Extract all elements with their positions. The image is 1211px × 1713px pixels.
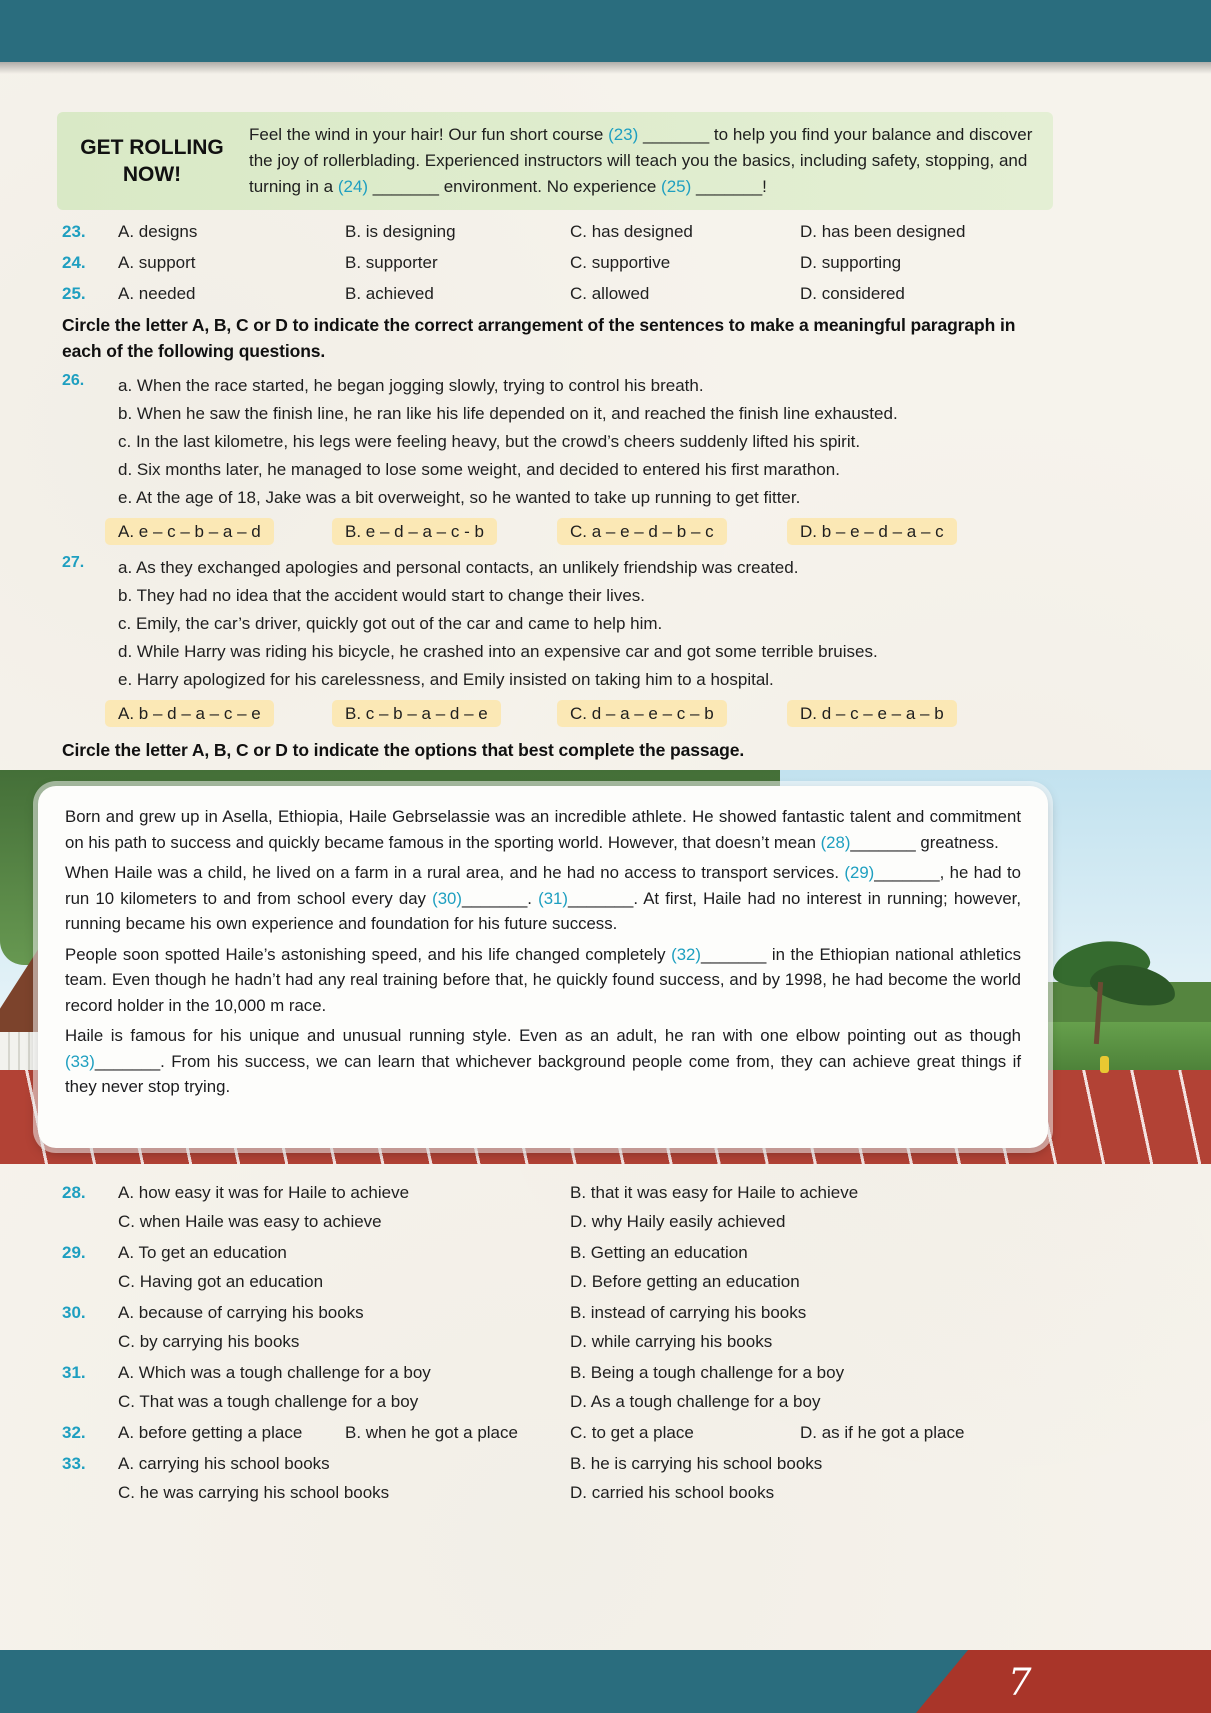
sentence: d. Six months later, he managed to lose some weight, and decided to entered his first marathon. [118,460,840,479]
arrange-list [62,372,1154,736]
sentence: a. As they exchanged apologies and personal contacts, an unlikely friendship was created. [118,558,799,577]
passage-question [62,1418,1154,1447]
answer-option[interactable]: D. b – e – d – a – c [787,518,957,545]
question-number: 27. [62,554,85,571]
blank-number: (23) [608,125,639,144]
question-number: 28. [62,1183,86,1202]
answer-option[interactable]: D. while carrying his books [570,1332,773,1351]
sentence: c. Emily, the car’s driver, quickly got out of the car and came to help him. [118,614,663,633]
question-number: 32. [62,1423,86,1442]
sentence-list [118,554,1154,694]
answer-option[interactable]: C. a – e – d – b – c [557,518,727,545]
instruction-arrange: Circle the letter A, B, C or D to indicate the correct arrangement of the sentences to make a meaningful paragraph in each of the following questions. [62,315,1016,361]
passage-question-row [62,1178,1154,1207]
passage-question-row [62,1327,1154,1356]
question-number [62,1478,118,1507]
answer-option[interactable]: B. Being a tough challenge for a boy [570,1363,845,1382]
sentence: b. When he saw the finish line, he ran like his life depended on it, and reached the finish line exhausted. [118,404,898,423]
passage-paragraph: Haile is famous for his unique and unusual running style. Even as an adult, he ran with one elbow pointing out as though (33)_______. From his success, we can learn that whichever background people come from, they can achieve great things if they never stop trying. [65,1026,1021,1096]
answer-option[interactable]: D. Before getting an education [570,1272,800,1291]
answer-option[interactable]: D. considered [800,284,905,303]
page-number-tab [916,1650,1211,1713]
answer-option[interactable]: C. d – a – e – c – b [557,700,727,727]
answer-option[interactable]: B. e – d – a – c - b [332,518,497,545]
answer-option[interactable]: C. he was carrying his school books [118,1483,390,1502]
question-number: 26. [62,372,85,389]
answer-option[interactable]: B. he is carrying his school books [570,1454,823,1473]
blank-number: (33) [65,1051,95,1071]
question-number: 31. [62,1363,86,1382]
passage-question-row [62,1449,1154,1478]
passage-question [62,1238,1154,1296]
answer-option[interactable]: A. carrying his school books [118,1454,330,1473]
answer-option[interactable]: C. Having got an education [118,1272,324,1291]
passage-question-row [62,1358,1154,1387]
arrange-options-row [62,517,1154,546]
answer-option[interactable]: A. before getting a place [118,1423,303,1442]
top-bar [0,0,1211,62]
answer-option[interactable]: A. b – d – a – c – e [105,700,274,727]
answer-option[interactable]: A. Which was a tough challenge for a boy [118,1363,431,1382]
blank-number: (25) [661,177,692,196]
passage-question-row [62,1387,1154,1416]
passage-box [38,786,1048,1148]
answer-option[interactable]: C. when Haile was easy to achieve [118,1212,382,1231]
sentence: c. In the last kilometre, his legs were feeling heavy, but the crowd’s cheers suddenly lifted his spirit. [118,432,861,451]
question-number [62,1387,118,1416]
answer-option[interactable]: C. by carrying his books [118,1332,300,1351]
answer-option[interactable]: A. e – c – b – a – d [105,518,274,545]
passage-question-list [62,1178,1154,1509]
promo-text: Feel the wind in your hair! Our fun short course (23) _______ to help you find your balance and discover the joy of rollerblading. Experienced instructors will teach you the basics, including safety, stopping, and turning in a (24) _______ environment. No experience (25) _______! [249,125,1033,196]
footer-bar [0,1650,1211,1713]
answer-option[interactable]: C. That was a tough challenge for a boy [118,1392,419,1411]
mcq-question [62,247,1154,278]
answer-option[interactable]: D. As a tough challenge for a boy [570,1392,821,1411]
passage-question-row [62,1207,1154,1236]
mcq-fill-list [62,216,1154,309]
answer-option[interactable]: B. when he got a place [345,1423,518,1442]
blank-number: (32) [671,944,701,964]
sentence-list [118,372,1154,512]
answer-option[interactable]: B. Getting an education [570,1243,748,1262]
passage-question-row [62,1298,1154,1327]
sentence: d. While Harry was riding his bicycle, he crashed into an expensive car and got some terrible bruises. [118,642,878,661]
instruction-passage: Circle the letter A, B, C or D to indicate the options that best complete the passage. [62,740,745,760]
mcq-question [62,278,1154,309]
answer-option[interactable]: D. supporting [800,253,902,272]
answer-option[interactable]: B. that it was easy for Haile to achieve [570,1183,859,1202]
question-number: 29. [62,1243,86,1262]
passage-paragraph: When Haile was a child, he lived on a farm in a rural area, and he had no access to transport services. (29)_______, he had to run 10 kilometers to and from school every day (30)_______. (31)_______. At first, Haile had no interest in running; however, running became his own experience and foundation for his future success. [65,863,1021,933]
question-number: 33. [62,1454,86,1473]
arrange-question [62,554,1154,728]
blank-number: (31) [538,888,568,908]
answer-option[interactable]: D. carried his school books [570,1483,775,1502]
answer-option[interactable]: D. d – c – e – a – b [787,700,957,727]
passage-question-row [62,1418,1154,1447]
passage-question [62,1449,1154,1507]
answer-option[interactable]: C. allowed [570,284,650,303]
photo-person [1100,1056,1109,1073]
answer-option[interactable]: B. is designing [345,222,456,241]
blank-number: (28) [820,832,851,852]
passage-text [65,804,1021,1100]
passage-paragraph: Born and grew up in Asella, Ethiopia, Haile Gebrselassie was an incredible athlete. He showed fantastic talent and commitment on his path to success and quickly became famous in the sporting world. However, that doesn’t mean (28)_______ greatness. [65,807,1021,852]
answer-option[interactable]: D. why Haily easily achieved [570,1212,786,1231]
arrange-question [62,372,1154,546]
page-number: 7 [1008,1661,1032,1704]
sentence: a. When the race started, he began jogging slowly, trying to control his breath. [118,376,704,395]
question-number [62,1207,118,1236]
answer-option[interactable]: A. To get an education [118,1243,287,1262]
answer-option[interactable]: A. because of carrying his books [118,1303,364,1322]
question-number [62,1327,118,1356]
passage-question-row [62,1267,1154,1296]
blank-number: (24) [337,177,369,196]
arrange-options-row [62,699,1154,728]
passage-question [62,1298,1154,1356]
answer-option[interactable]: C. to get a place [570,1423,694,1442]
photo-strip [0,770,1211,1164]
sentence: b. They had no idea that the accident would start to change their lives. [118,586,646,605]
answer-option[interactable]: B. instead of carrying his books [570,1303,807,1322]
answer-option[interactable]: C. supportive [570,253,671,272]
mcq-question [62,216,1154,247]
question-number: 23. [62,222,86,241]
passage-paragraph: People soon spotted Haile’s astonishing speed, and his life changed completely (32)_______ in the Ethiopian national athletics team. Even though he hadn’t had any real training before that, he quickly found success, and by 1998, he had become the world record holder in the 10,000 m race. [65,944,1021,1015]
sentence: e. At the age of 18, Jake was a bit overweight, so he wanted to take up running to get fitter. [118,488,801,507]
answer-option[interactable]: D. as if he got a place [800,1423,965,1442]
answer-option[interactable]: A. support [118,253,196,272]
question-number: 24. [62,253,86,272]
promo-box [57,112,1053,210]
question-number: 30. [62,1303,86,1322]
answer-option[interactable]: A. needed [118,284,196,303]
answer-option[interactable]: A. how easy it was for Haile to achieve [118,1183,410,1202]
question-number: 25. [62,284,86,303]
answer-option[interactable]: B. achieved [345,284,434,303]
blank-number: (29) [844,863,875,882]
answer-option[interactable]: B. c – b – a – d – e [332,700,501,727]
passage-question [62,1358,1154,1416]
passage-question-row [62,1478,1154,1507]
question-number [62,1267,118,1296]
blank-number: (30) [432,888,462,908]
passage-question-row [62,1238,1154,1267]
sentence: e. Harry apologized for his carelessness, and Emily insisted on taking him to a hospital. [118,670,774,689]
promo-title: GET ROLLING NOW! [80,135,224,186]
answer-option[interactable]: A. designs [118,222,198,241]
answer-option[interactable]: B. supporter [345,253,438,272]
answer-option[interactable]: C. has designed [570,222,693,241]
answer-option[interactable]: D. has been designed [800,222,966,241]
passage-question [62,1178,1154,1236]
